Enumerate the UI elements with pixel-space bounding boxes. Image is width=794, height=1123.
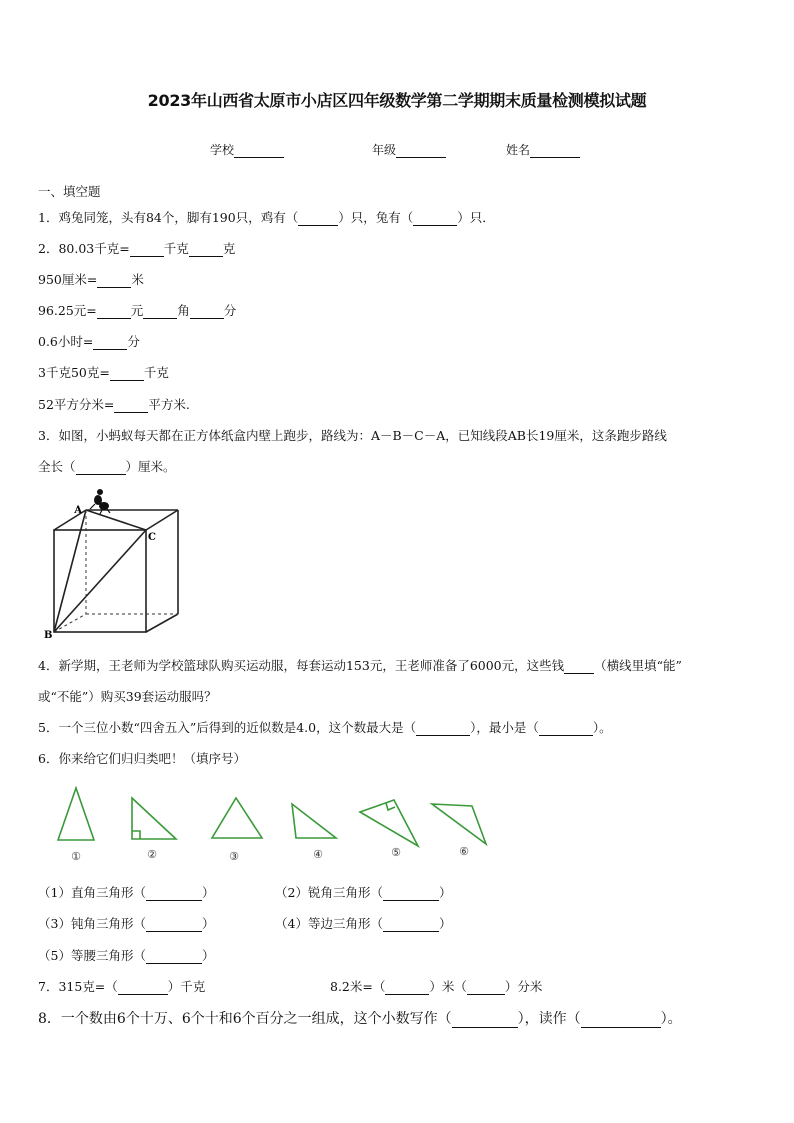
school-blank[interactable]: [234, 145, 284, 158]
q1-blank-chickens[interactable]: [298, 211, 338, 226]
question-7-a: [38, 977, 205, 995]
q8-blank-write[interactable]: [452, 1011, 518, 1028]
shape-label-6: ⑥: [459, 845, 469, 858]
cat4-blank[interactable]: [383, 917, 439, 932]
question-4-line-2: 或“不能”）购买39套运动服吗？: [38, 689, 217, 704]
school-field: [210, 141, 284, 158]
q2-l2-blank[interactable]: [97, 273, 131, 288]
q2-l3-a: 96.25元=: [38, 303, 97, 318]
vertex-label-c: C: [148, 532, 156, 543]
q2-l5-b: 千克: [143, 365, 169, 380]
name-blank[interactable]: [530, 145, 580, 158]
question-2-line-4: [38, 332, 140, 350]
right-angle-mark-2: [132, 831, 140, 839]
grade-blank[interactable]: [396, 145, 446, 158]
q2-l3-blank2[interactable]: [143, 304, 177, 319]
category-right-triangle: [38, 883, 214, 901]
q2-l3-b: 元: [130, 303, 144, 318]
q7-blank-dm[interactable]: [467, 980, 505, 995]
cat1-close: ）: [201, 885, 215, 900]
shape-label-2: ②: [147, 848, 157, 861]
triangle-5: [360, 800, 418, 846]
q3-text-a: 全长（: [38, 459, 76, 474]
cat3-close: ）: [201, 916, 215, 931]
q3-blank-length[interactable]: [76, 460, 126, 475]
q2-l6-blank[interactable]: [114, 398, 148, 413]
category-isosceles-triangle: [38, 946, 214, 964]
q2-l6-b: 平方米.: [148, 397, 190, 412]
triangle-3: [212, 798, 262, 838]
cat5-blank[interactable]: [146, 949, 202, 964]
vertex-label-b: B: [44, 630, 53, 641]
q2-l2-b: 米: [131, 272, 144, 287]
cat2-label: （2）锐角三角形（: [275, 885, 383, 900]
q2-l1-blank2[interactable]: [189, 242, 223, 257]
cube-edge: [146, 614, 178, 632]
shape-label-3: ③: [229, 850, 239, 863]
q2-l6-a: 52平方分米=: [38, 397, 115, 412]
grade-field: [372, 141, 446, 158]
q2-l3-d: 分: [223, 303, 237, 318]
q3-text-b: ）厘米。: [125, 459, 176, 474]
q1-text-c: ）只．: [457, 210, 495, 225]
question-1: [38, 208, 495, 226]
q2-l4-b: 分: [127, 334, 140, 349]
cat4-label: （4）等边三角形（: [275, 916, 383, 931]
triangles-figure: [40, 776, 510, 868]
right-angle-mark-5: [386, 803, 395, 810]
cat2-blank[interactable]: [383, 886, 439, 901]
q2-l5-a: 3千克50克=: [38, 365, 110, 380]
cat2-close: ）: [438, 885, 452, 900]
question-2-line-5: [38, 363, 169, 381]
q1-text-b: ）只，兔有（: [338, 210, 414, 225]
q2-l4-blank[interactable]: [93, 335, 127, 350]
q7-text-e: ）分米: [504, 979, 543, 994]
cat4-close: ）: [438, 916, 452, 931]
q2-l1-c: 克: [222, 241, 236, 256]
question-2-line-3: [38, 301, 236, 319]
shape-label-4: ④: [313, 848, 323, 861]
q4-blank[interactable]: [564, 659, 594, 674]
category-acute-triangle: [275, 883, 451, 901]
q2-l5-blank[interactable]: [110, 366, 144, 381]
page-title: 2023年山西省太原市小店区四年级数学第二学期期末质量检测模拟试题: [147, 91, 647, 110]
shape-label-1: ①: [71, 850, 81, 863]
cube-edge: [146, 510, 178, 530]
q7-blank-kg[interactable]: [118, 980, 168, 995]
q2-l2-a: 950厘米=: [38, 272, 98, 287]
q2-l3-c: 角: [177, 303, 190, 318]
name-label: 姓名: [506, 143, 531, 157]
question-5: [38, 718, 612, 736]
q8-text-b: ），读作（: [517, 1011, 581, 1027]
question-2-line-6: [38, 395, 190, 413]
q8-blank-read[interactable]: [581, 1011, 661, 1028]
q5-text-c: ）。: [592, 720, 612, 735]
path-c-a: [86, 510, 146, 530]
q1-blank-rabbits[interactable]: [413, 211, 457, 226]
school-label: 学校: [210, 143, 235, 157]
q2-l1-b: 千克: [163, 241, 189, 256]
cat3-label: （3）钝角三角形（: [38, 916, 146, 931]
q5-text-a: 5．一个三位小数“四舍五入”后得到的近似数是4.0，这个数最大是（: [38, 720, 417, 735]
q2-l1-blank1[interactable]: [130, 242, 164, 257]
question-6: 6．你来给它们归归类吧！（填序号）: [38, 751, 246, 766]
q7-text-d: ）米（: [429, 979, 467, 994]
q7-text-c: 8.2米=（: [330, 979, 386, 994]
q7-blank-m[interactable]: [385, 980, 429, 995]
question-4-line-1: [38, 656, 682, 674]
cat5-close: ）: [201, 948, 215, 963]
cat1-label: （1）直角三角形（: [38, 885, 146, 900]
q7-text-a: 7．315克=（: [38, 979, 118, 994]
question-7-b: [330, 977, 542, 995]
q5-blank-max[interactable]: [416, 721, 470, 736]
name-field: [506, 141, 580, 158]
question-3-line-1: 3．如图，小蚂蚁每天都在正方体纸盒内壁上跑步，路线为：A－B－C－A，已知线段AB长19厘米，这条跑步路线: [38, 428, 667, 443]
cat3-blank[interactable]: [146, 917, 202, 932]
vertex-label-a: A: [74, 505, 82, 516]
cube-figure: [40, 486, 190, 642]
triangle-4: [292, 804, 336, 838]
q2-l4-a: 0.6小时=: [38, 334, 94, 349]
q7-text-b: ）千克: [167, 979, 206, 994]
question-3-line-2: [38, 457, 176, 475]
q2-l3-blank3[interactable]: [190, 304, 224, 319]
q5-text-b: ），最小是（: [470, 720, 539, 735]
q2-l3-blank1[interactable]: [97, 304, 131, 319]
category-equilateral-triangle: [275, 914, 451, 932]
shape-label-5: ⑤: [391, 846, 401, 859]
question-2-line-2: [38, 270, 144, 288]
q2-l1-a: 2．80.03千克=: [38, 241, 130, 256]
q5-blank-min[interactable]: [539, 721, 593, 736]
q8-text-a: 8．一个数由6个十万、6个十和6个百分之一组成，这个小数写作（: [38, 1011, 452, 1027]
grade-label: 年级: [372, 143, 397, 157]
triangle-1: [58, 788, 94, 840]
cat1-blank[interactable]: [146, 886, 202, 901]
section-heading: 一、填空题: [38, 184, 101, 199]
question-8: [38, 1008, 682, 1028]
triangle-6: [432, 804, 486, 844]
category-obtuse-triangle: [38, 914, 214, 932]
cat5-label: （5）等腰三角形（: [38, 948, 146, 963]
q1-text-a: 1．鸡兔同笼，头有84个，脚有190只，鸡有（: [38, 210, 299, 225]
question-2-line-1: [38, 239, 235, 257]
q8-text-c: ）。: [660, 1011, 682, 1027]
q4-text-a: 4．新学期，王老师为学校篮球队购买运动服，每套运动153元，王老师准备了6000元，这些钱: [38, 658, 565, 673]
q4-text-b: （横线里填“能”: [594, 658, 682, 673]
triangle-2: [132, 798, 176, 839]
